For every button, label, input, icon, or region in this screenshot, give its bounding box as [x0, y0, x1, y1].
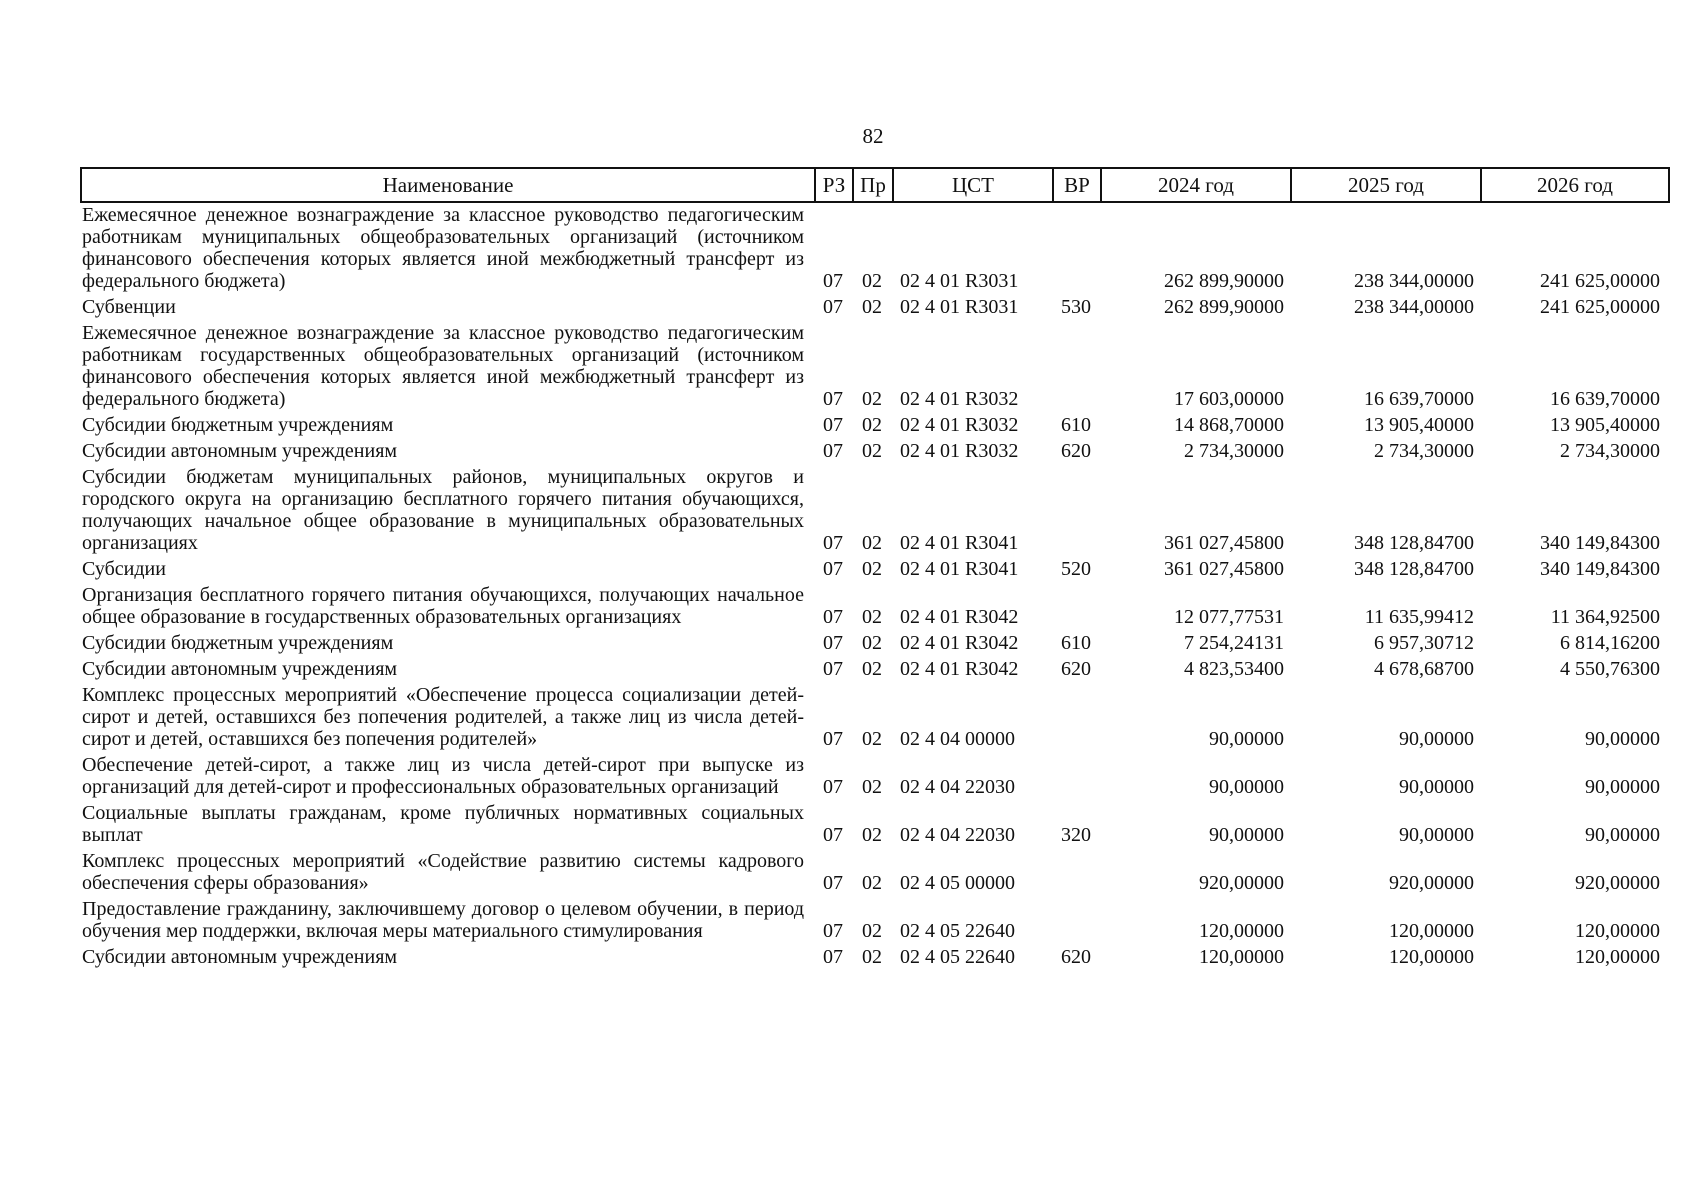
cell-cst: 02 4 01 R3031 — [900, 270, 1019, 292]
cell-rz: 07 — [823, 920, 843, 942]
header-2026: 2026 год — [1537, 172, 1613, 197]
cell-cst: 02 4 01 R3042 — [900, 606, 1019, 628]
cell-2025: 6 957,30712 — [1374, 632, 1474, 654]
cell-name: Субсидии бюджетам муниципальных районов, муниципальных округов и городского округа на организацию бесплатного горячего питания обучающихся, получающих начальное общее образование в муниципальных образовательных организациях — [82, 466, 804, 554]
cell-pr: 02 — [862, 872, 882, 894]
cell-2026: 340 149,84300 — [1540, 558, 1660, 580]
cell-rz: 07 — [823, 658, 843, 680]
header-rz: РЗ — [816, 169, 854, 201]
header-cst: ЦСТ — [894, 169, 1054, 201]
cell-2025: 348 128,84700 — [1354, 532, 1474, 554]
cell-rz: 07 — [823, 558, 843, 580]
cell-pr: 02 — [862, 270, 882, 292]
cell-name: Ежемесячное денежное вознаграждение за классное руководство педагогическим работникам государственных общеобразовательных организаций (источником финансового обеспечения которых является иной межбюджетный трансферт из федерального бюджета) — [82, 322, 804, 410]
cell-2025: 920,00000 — [1389, 872, 1474, 894]
cell-2026: 120,00000 — [1575, 946, 1660, 968]
table-row — [80, 584, 1670, 628]
table-row — [80, 658, 1670, 680]
cell-rz: 07 — [823, 532, 843, 554]
cell-cst: 02 4 01 R3041 — [900, 558, 1019, 580]
cell-name: Предоставление гражданину, заключившему договор о целевом обучении, в период обучения мер поддержки, включая меры материального стимулирования — [82, 898, 804, 942]
cell-pr: 02 — [862, 728, 882, 750]
cell-2026: 4 550,76300 — [1560, 658, 1660, 680]
cell-2025: 120,00000 — [1389, 920, 1474, 942]
cell-rz: 07 — [823, 414, 843, 436]
cell-2024: 17 603,00000 — [1174, 388, 1284, 410]
cell-2025: 90,00000 — [1399, 728, 1474, 750]
table-header — [80, 167, 1670, 203]
cell-2025: 238 344,00000 — [1354, 296, 1474, 318]
cell-vr: 610 — [1061, 414, 1091, 436]
cell-cst: 02 4 04 22030 — [900, 776, 1015, 798]
cell-name: Обеспечение детей-сирот, а также лиц из числа детей-сирот при выпуске из организаций для детей-сирот и профессиональных образовательных организаций — [82, 754, 804, 798]
cell-pr: 02 — [862, 632, 882, 654]
table-row — [80, 414, 1670, 436]
cell-2024: 12 077,77531 — [1174, 606, 1284, 628]
cell-2024: 14 868,70000 — [1174, 414, 1284, 436]
cell-pr: 02 — [862, 606, 882, 628]
cell-2026: 241 625,00000 — [1540, 270, 1660, 292]
cell-2025: 120,00000 — [1389, 946, 1474, 968]
cell-pr: 02 — [862, 776, 882, 798]
table-row — [80, 802, 1670, 846]
table-row — [80, 440, 1670, 462]
cell-vr: 620 — [1061, 946, 1091, 968]
cell-vr: 620 — [1061, 658, 1091, 680]
cell-pr: 02 — [862, 558, 882, 580]
table-row — [80, 754, 1670, 798]
budget-table — [80, 167, 1670, 972]
cell-2024: 361 027,45800 — [1164, 558, 1284, 580]
table-row — [80, 632, 1670, 654]
cell-name: Субсидии — [82, 558, 166, 580]
cell-pr: 02 — [862, 658, 882, 680]
cell-2025: 90,00000 — [1399, 824, 1474, 846]
cell-pr: 02 — [862, 946, 882, 968]
cell-cst: 02 4 01 R3042 — [900, 632, 1019, 654]
cell-2025: 13 905,40000 — [1364, 414, 1474, 436]
cell-2026: 11 364,92500 — [1550, 606, 1660, 628]
cell-pr: 02 — [862, 440, 882, 462]
header-2025: 2025 год — [1292, 169, 1482, 201]
cell-2024: 90,00000 — [1209, 776, 1284, 798]
cell-2024: 90,00000 — [1209, 824, 1284, 846]
table-row — [80, 898, 1670, 942]
table-row — [80, 204, 1670, 292]
cell-cst: 02 4 05 22640 — [900, 920, 1015, 942]
table-row — [80, 296, 1670, 318]
header-vr: ВР — [1054, 169, 1102, 201]
cell-2024: 7 254,24131 — [1184, 632, 1284, 654]
cell-name: Субвенции — [82, 296, 176, 318]
cell-2025: 4 678,68700 — [1374, 658, 1474, 680]
cell-2024: 120,00000 — [1199, 946, 1284, 968]
cell-2024: 2 734,30000 — [1184, 440, 1284, 462]
cell-rz: 07 — [823, 632, 843, 654]
cell-2025: 2 734,30000 — [1374, 440, 1474, 462]
cell-vr: 520 — [1061, 558, 1091, 580]
cell-vr: 530 — [1061, 296, 1091, 318]
cell-rz: 07 — [823, 270, 843, 292]
table-row — [80, 466, 1670, 554]
cell-name: Организация бесплатного горячего питания обучающихся, получающих начальное общее образование в государственных образовательных организациях — [82, 584, 804, 628]
cell-cst: 02 4 04 00000 — [900, 728, 1015, 750]
cell-2026: 6 814,16200 — [1560, 632, 1660, 654]
cell-2026: 13 905,40000 — [1550, 414, 1660, 436]
table-row — [80, 558, 1670, 580]
cell-pr: 02 — [862, 920, 882, 942]
cell-rz: 07 — [823, 728, 843, 750]
cell-name: Комплекс процессных мероприятий «Обеспечение процесса социализации детей-сирот и детей, оставшихся без попечения родителей, а также лиц из числа детей-сирот и детей, оставшихся без попечения родителей» — [82, 684, 804, 750]
cell-pr: 02 — [862, 388, 882, 410]
table-row — [80, 322, 1670, 410]
page-number: 82 — [862, 124, 884, 148]
cell-2024: 262 899,90000 — [1164, 296, 1284, 318]
cell-rz: 07 — [823, 296, 843, 318]
cell-vr: 320 — [1061, 824, 1091, 846]
cell-pr: 02 — [862, 532, 882, 554]
cell-2026: 120,00000 — [1575, 920, 1660, 942]
cell-rz: 07 — [823, 824, 843, 846]
cell-cst: 02 4 01 R3042 — [900, 658, 1019, 680]
cell-rz: 07 — [823, 440, 843, 462]
cell-2026: 90,00000 — [1585, 824, 1660, 846]
table-row — [80, 684, 1670, 750]
cell-2025: 348 128,84700 — [1354, 558, 1474, 580]
cell-cst: 02 4 05 22640 — [900, 946, 1015, 968]
cell-cst: 02 4 01 R3032 — [900, 414, 1019, 436]
cell-name: Субсидии автономным учреждениям — [82, 946, 398, 968]
header-2024: 2024 год — [1102, 169, 1292, 201]
cell-2024: 120,00000 — [1199, 920, 1284, 942]
cell-rz: 07 — [823, 776, 843, 798]
cell-cst: 02 4 01 R3031 — [900, 296, 1019, 318]
cell-2026: 16 639,70000 — [1550, 388, 1660, 410]
cell-2024: 262 899,90000 — [1164, 270, 1284, 292]
cell-2026: 2 734,30000 — [1560, 440, 1660, 462]
cell-cst: 02 4 04 22030 — [900, 824, 1015, 846]
cell-name: Ежемесячное денежное вознаграждение за классное руководство педагогическим работникам муниципальных общеобразовательных организаций (источником финансового обеспечения которых является иной межбюджетный трансферт из федерального бюджета) — [82, 204, 804, 292]
cell-2024: 4 823,53400 — [1184, 658, 1284, 680]
cell-2026: 241 625,00000 — [1540, 296, 1660, 318]
cell-2025: 11 635,99412 — [1364, 606, 1474, 628]
cell-rz: 07 — [823, 388, 843, 410]
cell-rz: 07 — [823, 606, 843, 628]
cell-name: Субсидии автономным учреждениям — [82, 658, 398, 680]
cell-2024: 920,00000 — [1199, 872, 1284, 894]
cell-cst: 02 4 05 00000 — [900, 872, 1015, 894]
table-body — [80, 204, 1670, 968]
cell-2026: 90,00000 — [1585, 728, 1660, 750]
cell-2026: 340 149,84300 — [1540, 532, 1660, 554]
cell-rz: 07 — [823, 946, 843, 968]
table-row — [80, 946, 1670, 968]
cell-name: Субсидии автономным учреждениям — [82, 440, 398, 462]
cell-2024: 90,00000 — [1209, 728, 1284, 750]
cell-vr: 620 — [1061, 440, 1091, 462]
header-name: Наименование — [82, 169, 816, 201]
cell-name: Социальные выплаты гражданам, кроме публичных нормативных социальных выплат — [82, 802, 804, 846]
table-row — [80, 850, 1670, 894]
cell-2026: 90,00000 — [1585, 776, 1660, 798]
cell-name: Субсидии бюджетным учреждениям — [82, 414, 394, 436]
cell-name: Комплекс процессных мероприятий «Содействие развитию системы кадрового обеспечения сферы образования» — [82, 850, 804, 894]
cell-pr: 02 — [862, 296, 882, 318]
cell-pr: 02 — [862, 414, 882, 436]
header-pr: Пр — [854, 169, 894, 201]
cell-cst: 02 4 01 R3032 — [900, 440, 1019, 462]
cell-cst: 02 4 01 R3041 — [900, 532, 1019, 554]
cell-vr: 610 — [1061, 632, 1091, 654]
cell-2025: 238 344,00000 — [1354, 270, 1474, 292]
cell-2026: 920,00000 — [1575, 872, 1660, 894]
cell-2024: 361 027,45800 — [1164, 532, 1284, 554]
cell-name: Субсидии бюджетным учреждениям — [82, 632, 394, 654]
cell-pr: 02 — [862, 824, 882, 846]
cell-2025: 16 639,70000 — [1364, 388, 1474, 410]
cell-cst: 02 4 01 R3032 — [900, 388, 1019, 410]
cell-2025: 90,00000 — [1399, 776, 1474, 798]
cell-rz: 07 — [823, 872, 843, 894]
